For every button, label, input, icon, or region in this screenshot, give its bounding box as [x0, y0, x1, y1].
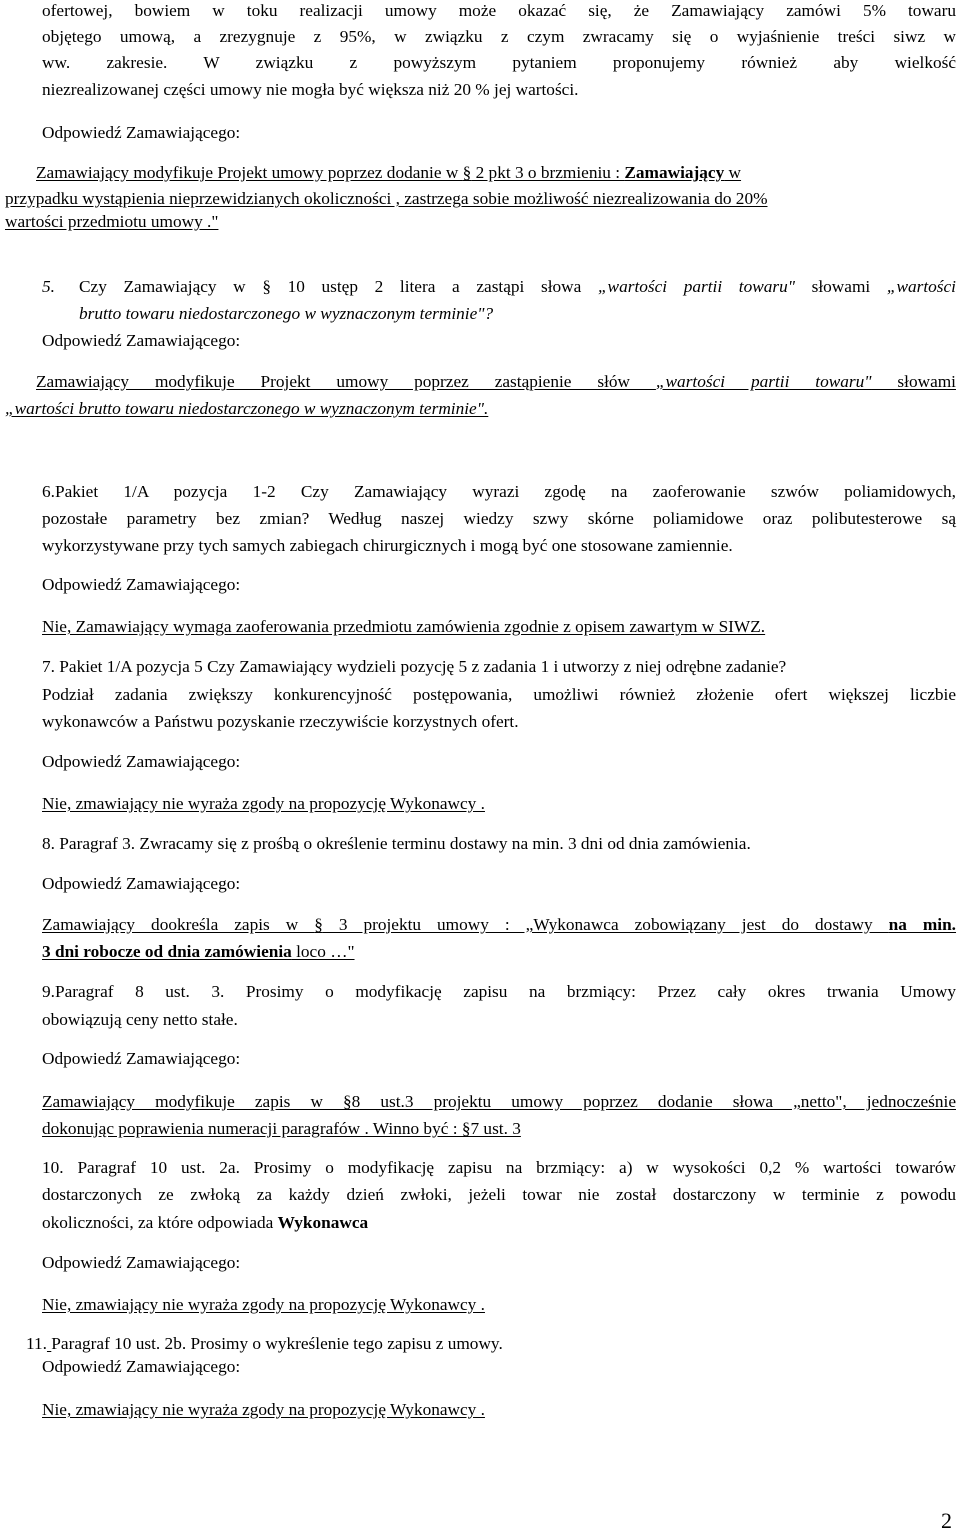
question-6-line-3: wykorzystywane przy tych samych zabiegach chirurgicznych i mogą być one stosowane zamiennie. — [42, 536, 733, 555]
answer-4-line-2: przypadku wystąpienia nieprzewidzianych okoliczności , zastrzega sobie możliwość niezrealizowania do 20% — [5, 189, 768, 208]
answer-11: Nie, zmawiający nie wyraża zgody na propozycję Wykonawcy . — [42, 1400, 485, 1419]
question-6-line-1: 6.Pakiet 1/A pozycja 1-2 Czy Zamawiający wyrazi zgodę na zaoferowanie szwów poliamidowych, — [42, 482, 956, 501]
question-7-line-2: Podział zadania zwiększy konkurencyjność postępowania, umożliwi również złożenie ofert większej liczbie — [42, 685, 956, 704]
answer-10: Nie, zmawiający nie wyraża zgody na propozycję Wykonawcy . — [42, 1295, 485, 1314]
answer-label-5: Odpowiedź Zamawiającego: — [42, 331, 241, 350]
question-11-line-1: 11. Paragraf 10 ust. 2b. Prosimy o wykreślenie tego zapisu z umowy. — [26, 1334, 503, 1353]
answer-7: Nie, zmawiający nie wyraża zgody na propozycję Wykonawcy . — [42, 794, 485, 813]
question-10-line-3: okoliczności, za które odpowiada Wykonawca — [42, 1213, 369, 1232]
answer-4-line-3: wartości przedmiotu umowy ." — [5, 212, 219, 231]
question-10-line-2: dostarczonych ze zwłoką za każdy dzień zwłoki, jeżeli towar nie został dostarczony w terminie z powodu — [42, 1185, 956, 1204]
question-7-line-1: 7. Pakiet 1/A pozycja 5 Czy Zamawiający wydzieli pozycję 5 z zadania 1 i utworzy z niej odrębne zadanie? — [42, 657, 787, 676]
question-9-line-1: 9.Paragraf 8 ust. 3. Prosimy o modyfikację zapisu na brzmiący: Przez cały okres trwania Umowy — [42, 982, 956, 1001]
question-6-line-2: pozostałe parametry bez zmian? Według naszej wiedzy szwy skórne poliamidowe oraz polibutesterowe są — [42, 509, 956, 528]
intro-line-1: ofertowej, bowiem w toku realizacji umowy może okazać się, że Zamawiający zamówi 5% towaru — [42, 1, 956, 20]
intro-line-4: niezrealizowanej części umowy nie mogła być większa niż 20 % jej wartości. — [42, 80, 579, 99]
answer-label-7: Odpowiedź Zamawiającego: — [42, 752, 241, 771]
answer-5-line-2: „wartości brutto towaru niedostarczonego w wyznaczonym terminie". — [5, 399, 489, 418]
intro-line-2: objętego umową, a zrezygnuje z 95%, w związku z czym zwracamy się o wyjaśnienie treści siwz w — [42, 27, 956, 46]
answer-6: Nie, Zamawiający wymaga zaoferowania przedmiotu zamówienia zgodnie z opisem zawartym w SIWZ. — [42, 617, 766, 636]
answer-9-line-2: dokonując poprawienia numeracji paragrafów . Winno być : §7 ust. 3 — [42, 1119, 521, 1138]
question-9-line-2: obowiązują ceny netto stałe. — [42, 1010, 238, 1029]
question-8-line-1: 8. Paragraf 3. Zwracamy się z prośbą o określenie terminu dostawy na min. 3 dni od dnia zamówienia. — [42, 834, 751, 853]
answer-label-10: Odpowiedź Zamawiającego: — [42, 1253, 241, 1272]
answer-5-line-1: Zamawiający modyfikuje Projekt umowy poprzez zastąpienie słów „wartości partii towaru" słowami — [36, 372, 956, 391]
answer-label-4: Odpowiedź Zamawiającego: — [42, 123, 241, 142]
intro-line-3: ww. zakresie. W związku z powyższym pytaniem proponujemy również aby wielkość — [42, 53, 956, 72]
answer-label-8: Odpowiedź Zamawiającego: — [42, 874, 241, 893]
question-5-number: 5. — [42, 277, 55, 296]
question-10-line-1: 10. Paragraf 10 ust. 2a. Prosimy o modyfikację zapisu na brzmiący: a) w wysokości 0,2 % wartości towarów — [42, 1158, 956, 1177]
question-5-line-2: brutto towaru niedostarczonego w wyznaczonym terminie"? — [79, 304, 494, 323]
answer-9-line-1: Zamawiający modyfikuje zapis w §8 ust.3 projektu umowy poprzez dodanie słowa „netto", jednocześnie — [42, 1092, 956, 1111]
answer-label-9: Odpowiedź Zamawiającego: — [42, 1049, 241, 1068]
answer-label-6: Odpowiedź Zamawiającego: — [42, 575, 241, 594]
question-5-line-1: Czy Zamawiający w § 10 ustęp 2 litera a zastąpi słowa „wartości partii towaru" słowami „wartości — [79, 277, 956, 296]
answer-8-line-1: Zamawiający dookreśla zapis w § 3 projektu umowy : „Wykonawca zobowiązany jest do dostawy na min. — [42, 915, 957, 934]
answer-label-11: Odpowiedź Zamawiającego: — [42, 1357, 241, 1376]
page-number: 2 — [941, 1508, 952, 1533]
answer-8-line-2: 3 dni robocze od dnia zamówienia loco …" — [42, 942, 355, 961]
question-7-line-3: wykonawców a Państwu pozyskanie rzeczywiście korzystnych ofert. — [42, 712, 519, 731]
answer-4-line-1: Zamawiający modyfikuje Projekt umowy poprzez dodanie w § 2 pkt 3 o brzmieniu : Zamawiający w — [36, 163, 742, 182]
